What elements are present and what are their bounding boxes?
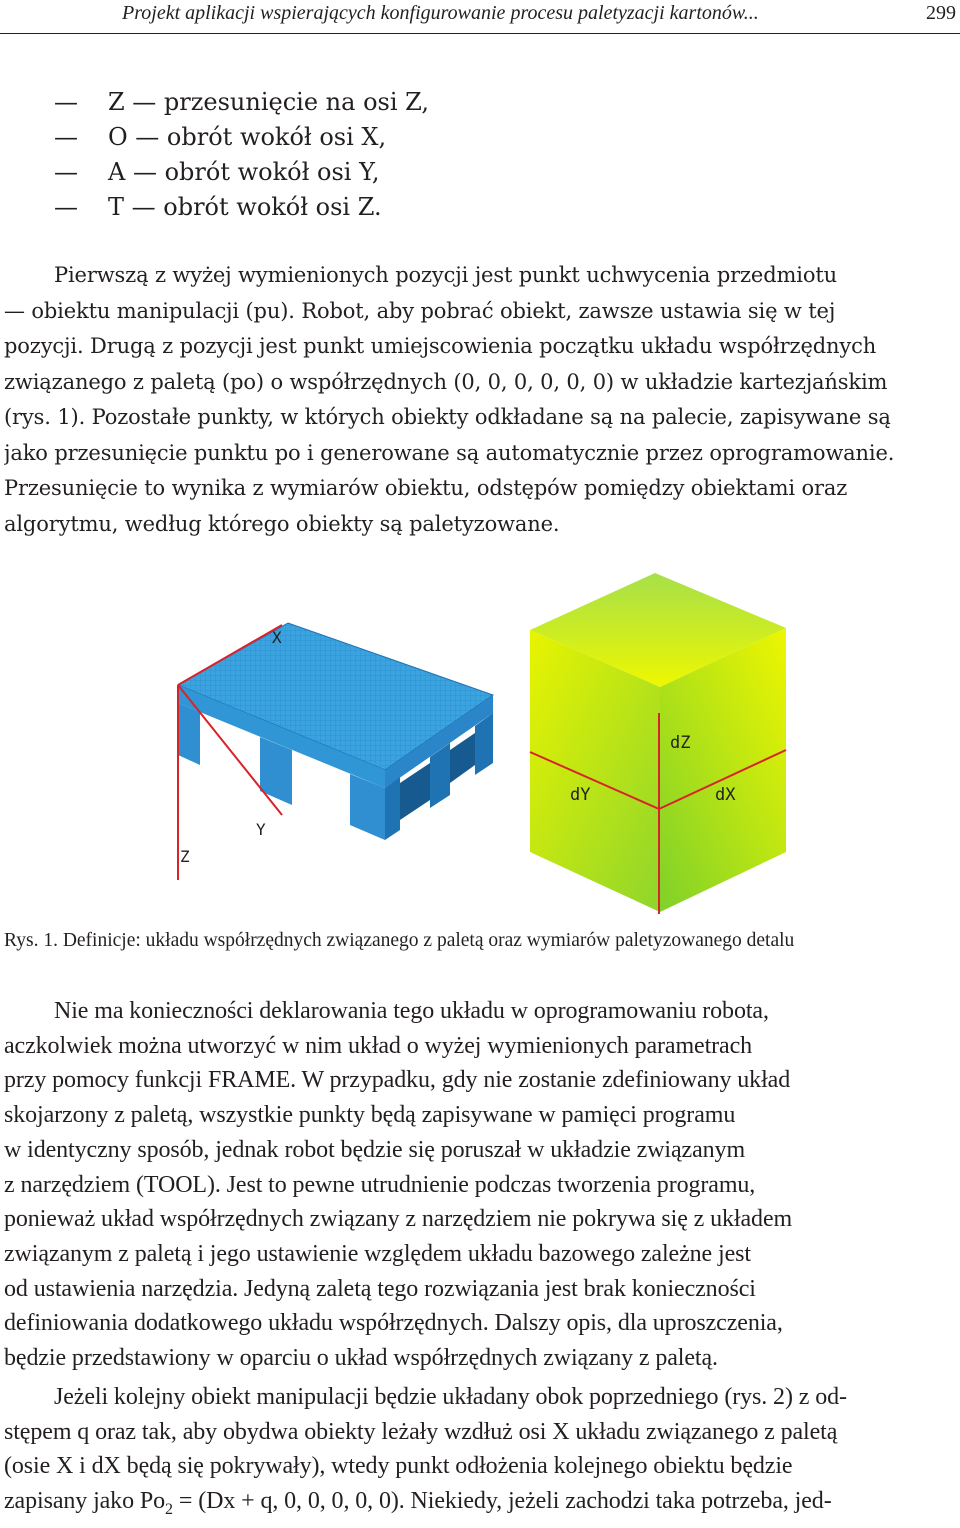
text-line: pozycji. Drugą z pozycji jest punkt umiejscowienia początku układu współrzędnych — [4, 334, 877, 358]
pallet-leg — [385, 777, 400, 840]
text-line: od ustawienia narzędzia. Jedyną zaletą tego rozwiązania jest brak konieczności — [4, 1275, 756, 1302]
text-line: — obiektu manipulacji (pu). Robot, aby pobrać obiekt, zawsze ustawia się w tej — [4, 298, 836, 323]
paragraph-2 — [4, 994, 956, 1376]
list-item — [54, 119, 386, 155]
list-item — [54, 154, 379, 190]
text-fragment: = (Dx + q, 0, 0, 0, 0, 0). Niekiedy, jeżeli zachodzi taka potrzeba, jed- — [172, 1488, 832, 1515]
pallet-leg — [178, 703, 200, 765]
paragraph-1 — [4, 258, 954, 542]
text-fragment: zapisany jako Po — [4, 1488, 166, 1515]
text-line: związanego z paletą (po) o współrzędnych (0, 0, 0, 0, 0, 0) w układzie kartezjańskim — [4, 369, 888, 394]
text-line: (rys. 1). Pozostałe punkty, w których obiekty odkładane są na palecie, zapisywane są — [4, 405, 891, 429]
list-item-text: T — obrót wokół osi Z. — [108, 193, 382, 221]
cube-figure — [528, 570, 790, 915]
text-line: z narzędziem (TOOL). Jest to pewne utrudnienie podczas tworzenia programu, — [4, 1171, 756, 1198]
text-line: algorytmu, według którego obiekty są paletyzowane. — [4, 511, 560, 536]
pallet-figure — [160, 605, 500, 890]
text-line: będzie przedstawiony w oparciu o układ współrzędnych związany z paletą. — [4, 1345, 718, 1372]
running-header-title: Projekt aplikacji wspierających konfigurowanie procesu paletyzacji kartonów... — [122, 2, 759, 24]
list-dash: — — [54, 158, 78, 186]
text-line: ponieważ układ współrzędnych związany z narzędziem nie pokrywa się z układem — [4, 1206, 793, 1233]
figure-caption: Rys. 1. Definicje: układu współrzędnych związanego z paletą oraz wymiarów paletyzowanego detalu — [4, 930, 795, 951]
dimension-dx-label: dX — [715, 785, 736, 805]
text-line: Jeżeli kolejny obiekt manipulacji będzie układany obok poprzedniego (rys. 2) z od- — [54, 1384, 847, 1410]
dimension-dz-label: dZ — [670, 733, 691, 753]
list-dash: — — [54, 193, 78, 221]
text-line: Nie ma konieczności deklarowania tego układu w oprogramowaniu robota, — [54, 998, 769, 1024]
list-dash: — — [54, 123, 78, 151]
page-number: 299 — [926, 2, 956, 24]
running-header — [0, 0, 960, 34]
text-line-with-subscript — [4, 1484, 956, 1528]
text-line: przy pomocy funkcji FRAME. W przypadku, gdy nie zostanie zdefiniowany układ — [4, 1067, 791, 1094]
axis-y-label: Y — [256, 820, 266, 839]
text-line: Przesunięcie to wynika z wymiarów obiektu, odstępów pomiędzy obiektami oraz — [4, 476, 848, 500]
text-line: jako przesunięcie punktu po i generowane są automatycznie przez oprogramowanie. — [4, 440, 895, 465]
axis-x-label: X — [272, 628, 282, 647]
text-line: Pierwszą z wyżej wymienionych pozycji jest punkt uchwycenia przedmiotu — [54, 263, 837, 287]
list-item-text: Z — przesunięcie na osi Z, — [108, 88, 430, 116]
pallet-opening — [450, 733, 475, 783]
text-line: stępem q oraz tak, aby obydwa obiekty leżały wzdłuż osi X układu związanego z paletą — [4, 1418, 838, 1445]
list-dash: — — [54, 88, 78, 116]
list-item-text: O — obrót wokół osi X, — [108, 123, 387, 151]
subscript: 2 — [165, 1500, 173, 1518]
text-line: związanym z paletą i jego ustawienie względem układu bazowego zależne jest — [4, 1240, 751, 1267]
text-line: definiowania dodatkowego układu współrzędnych. Dalszy opis, dla uproszczenia, — [4, 1310, 783, 1337]
text-line: (osie X i dX będą się pokrywały), wtedy punkt odłożenia kolejnego obiektu będzie — [4, 1453, 793, 1480]
paragraph-3 — [4, 1380, 956, 1528]
text-line: w identyczny sposób, jednak robot będzie się poruszał w układzie związanym — [4, 1136, 746, 1163]
axis-z-label: Z — [180, 847, 190, 866]
list-item — [54, 84, 429, 120]
list-item-text: A — obrót wokół osi Y, — [108, 158, 380, 186]
text-line: aczkolwiek można utworzyć w nim układ o wyżej wymienionych parametrach — [4, 1032, 753, 1059]
dimension-dy-label: dY — [570, 785, 591, 805]
list-item — [54, 189, 382, 225]
text-line: skojarzony z paletą, wszystkie punkty będą zapisywane w pamięci programu — [4, 1102, 736, 1129]
